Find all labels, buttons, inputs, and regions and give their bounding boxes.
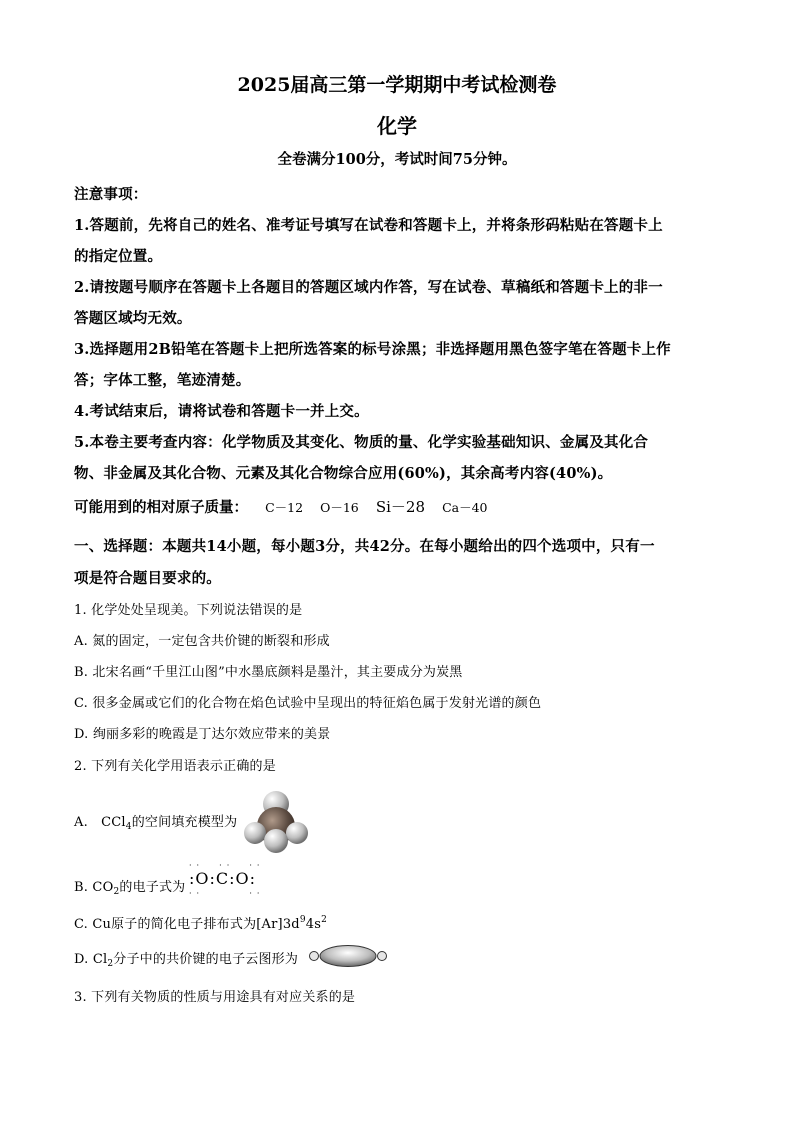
question-3-stem: 3. 下列有关物质的性质与用途具有对应关系的是	[74, 990, 356, 1005]
atomic-mass-item: O－16	[320, 500, 359, 515]
exam-title: 2025届高三第一学期期中考试检测卷	[237, 74, 557, 96]
question-2-option-d: D. $Cl_2$分子中的共价键的电子云图形为	[74, 952, 299, 969]
notice-line: 的指定位置。	[74, 248, 163, 265]
question-1-option-a: A. 氮的固定，一定包含共价键的断裂和形成	[74, 634, 330, 649]
atomic-mass-item: C－12	[265, 500, 304, 515]
co2-electron-formula: ·· ·· ·· :O:C:O: ·· ··	[189, 861, 265, 898]
section-heading: 一、选择题：本题共14小题，每小题3分，共42分。在每小题给出的四个选项中，只有一	[74, 538, 655, 555]
question-2-option-b: B. $CO_2$的电子式为	[74, 880, 186, 897]
exam-meta: 全卷满分100分，考试时间75分钟。	[277, 151, 517, 168]
subject-title: 化学	[377, 114, 417, 138]
ccl4-space-filling-model-icon	[240, 790, 312, 854]
notice-heading: 注意事项：	[74, 186, 148, 203]
notice-line: 4.考试结束后，请将试卷和答题卡一并上交。	[74, 403, 369, 420]
notice-line: 1.答题前，先将自己的姓名、准考证号填写在试卷和答题卡上，并将条形码粘贴在答题卡上	[74, 217, 663, 234]
question-1-option-b: B. 北宋名画“千里江山图”中水墨底颜料是墨汁，其主要成分为炭黑	[74, 665, 463, 680]
notice-line: 答；字体工整，笔迹清楚。	[74, 372, 251, 389]
notice-line: 答题区域均无效。	[74, 310, 192, 327]
question-1-option-c: C. 很多金属或它们的化合物在焰色试验中呈现出的特征焰色属于发射光谱的颜色	[74, 696, 542, 711]
section-heading-cont: 项是符合题目要求的。	[74, 570, 221, 587]
atomic-mass-line	[74, 496, 488, 517]
atomic-mass-label: 可能用到的相对原子质量：	[74, 499, 248, 516]
electron-cloud-icon	[308, 944, 388, 968]
notice-line: 2.请按题号顺序在答题卡上各题目的答题区域内作答，写在试卷、草稿纸和答题卡上的非一	[74, 279, 663, 296]
notice-line: 5.本卷主要考查内容：化学物质及其变化、物质的量、化学实验基础知识、金属及其化合	[74, 434, 649, 451]
question-2-option-a: A. CCl$_4$的空间填充模型为	[74, 815, 238, 832]
question-2-stem: 2. 下列有关化学用语表示正确的是	[74, 759, 276, 774]
atomic-mass-item: Ca－40	[442, 500, 488, 515]
notice-line: 物、非金属及其化合物、元素及其化合物综合应用(60%)，其余高考内容(40%)。	[74, 465, 613, 482]
question-1-stem: 1. 化学处处呈现美。下列说法错误的是	[74, 603, 303, 618]
atomic-mass-item: Si－28	[375, 498, 425, 516]
question-1-option-d: D. 绚丽多彩的晚霞是丁达尔效应带来的美景	[74, 727, 331, 742]
question-2-option-c: C. Cu原子的简化电子排布式为$[Ar]3d^94s^2$	[74, 915, 328, 932]
notice-line: 3.选择题用2B铅笔在答题卡上把所选答案的标号涂黑；非选择题用黑色签字笔在答题卡上作	[74, 341, 671, 358]
